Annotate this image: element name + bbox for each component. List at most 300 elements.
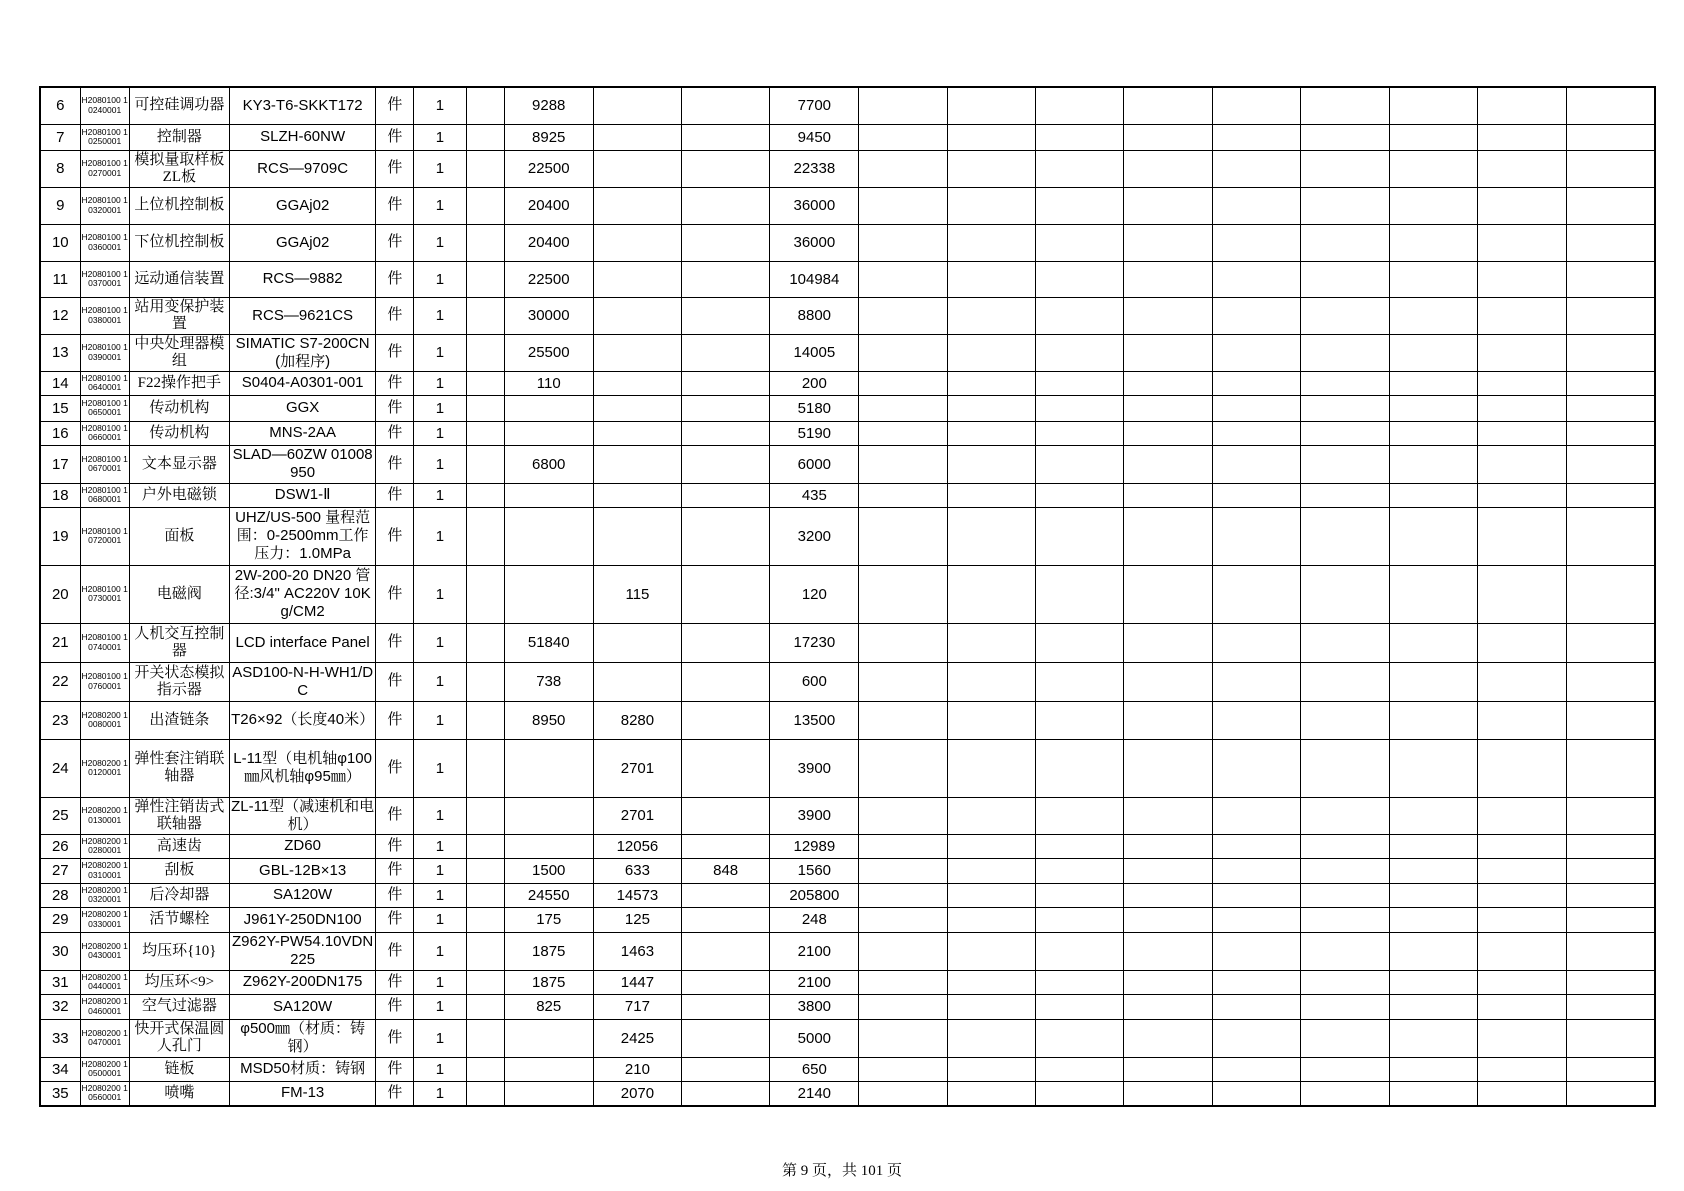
empty-cell [1567,421,1655,445]
empty-cell [1124,445,1213,483]
empty-cell [1301,1081,1389,1106]
empty-cell [859,834,947,858]
empty-cell [1301,224,1389,261]
empty-cell [1301,261,1389,297]
value-cell: 36000 [770,224,859,261]
empty-cell [1035,1081,1123,1106]
item-code: H2080200 10080001 [80,701,129,739]
empty-cell [1477,297,1566,334]
row-number: 24 [40,739,80,797]
value-cell: 2070 [593,1081,681,1106]
empty-cell [1124,395,1213,421]
value-cell [593,297,681,334]
empty-cell [1301,932,1389,970]
empty-cell [1213,834,1301,858]
empty-cell [1477,445,1566,483]
empty-cell [1213,797,1301,834]
item-code: H2080100 10240001 [80,87,129,124]
empty-cell [1567,150,1655,187]
empty-cell [1389,483,1477,507]
value-cell [593,87,681,124]
value-cell: 200 [770,371,859,395]
empty-cell [1213,371,1301,395]
item-spec: LCD interface Panel [229,623,375,662]
item-spec: RCS—9882 [229,261,375,297]
empty-cell [947,883,1035,907]
value-cell [682,1057,770,1081]
empty-cell [1213,150,1301,187]
empty-cell [1477,334,1566,371]
empty-cell [1567,261,1655,297]
empty-cell [1124,150,1213,187]
empty-cell [1301,445,1389,483]
empty-cell [1477,261,1566,297]
empty-cell [1389,124,1477,150]
empty-cell [1124,483,1213,507]
value-cell: 5180 [770,395,859,421]
item-unit: 件 [376,858,414,883]
empty-cell [1567,858,1655,883]
empty-cell [1124,187,1213,224]
item-code: H2080100 10380001 [80,297,129,334]
empty-cell [1389,623,1477,662]
empty-cell [1124,739,1213,797]
empty-cell [947,124,1035,150]
value-cell [682,261,770,297]
empty-cell [859,371,947,395]
item-qty: 1 [414,297,466,334]
empty-cell [1124,994,1213,1019]
value-cell: 104984 [770,261,859,297]
empty-cell [1389,150,1477,187]
value-cell: 22500 [504,150,593,187]
empty-cell [1124,834,1213,858]
value-cell [593,483,681,507]
item-qty: 1 [414,395,466,421]
empty-cell [859,662,947,701]
item-qty: 1 [414,883,466,907]
empty-cell [859,445,947,483]
item-spec: 2W-200-20 DN20 管径:3/4" AC220V 10Kg/CM2 [229,565,375,623]
empty-cell [859,994,947,1019]
empty-cell [1124,421,1213,445]
empty-cell [859,507,947,565]
empty-cell [1213,187,1301,224]
item-qty: 1 [414,662,466,701]
item-code: H2080100 10320001 [80,187,129,224]
empty-cell [1477,932,1566,970]
value-cell [466,1081,504,1106]
empty-cell [1389,261,1477,297]
item-name: 弹性注销齿式联轴器 [129,797,229,834]
value-cell [466,445,504,483]
empty-cell [1389,395,1477,421]
item-qty: 1 [414,150,466,187]
empty-cell [1389,371,1477,395]
empty-cell [1035,623,1123,662]
empty-cell [1477,662,1566,701]
value-cell: 633 [593,858,681,883]
empty-cell [1477,483,1566,507]
value-cell [682,701,770,739]
item-code: H2080100 10740001 [80,623,129,662]
empty-cell [1124,1019,1213,1057]
empty-cell [1477,701,1566,739]
empty-cell [1389,421,1477,445]
empty-cell [1567,970,1655,994]
empty-cell [1213,1081,1301,1106]
empty-cell [1124,701,1213,739]
item-unit: 件 [376,371,414,395]
item-unit: 件 [376,907,414,932]
empty-cell [1035,797,1123,834]
item-unit: 件 [376,1057,414,1081]
value-cell [504,483,593,507]
table-row [40,261,1655,297]
item-unit: 件 [376,970,414,994]
item-qty: 1 [414,970,466,994]
row-number: 22 [40,662,80,701]
value-cell [466,395,504,421]
value-cell [466,970,504,994]
empty-cell [1301,297,1389,334]
value-cell [466,994,504,1019]
empty-cell [1301,565,1389,623]
table-row [40,1019,1655,1057]
row-number: 34 [40,1057,80,1081]
item-code: H2080200 10330001 [80,907,129,932]
empty-cell [1477,395,1566,421]
empty-cell [1035,932,1123,970]
value-cell [682,297,770,334]
empty-cell [947,297,1035,334]
item-name: 均压环{10} [129,932,229,970]
empty-cell [1213,907,1301,932]
item-spec: SIMATIC S7-200CN(加程序) [229,334,375,371]
row-number: 16 [40,421,80,445]
item-code: H2080100 10370001 [80,261,129,297]
value-cell: 1463 [593,932,681,970]
empty-cell [1567,623,1655,662]
empty-cell [1389,907,1477,932]
empty-cell [1301,739,1389,797]
item-name: 站用变保护装置 [129,297,229,334]
empty-cell [947,87,1035,124]
value-cell [466,565,504,623]
empty-cell [1035,483,1123,507]
empty-cell [1213,739,1301,797]
empty-cell [947,858,1035,883]
empty-cell [1213,1019,1301,1057]
value-cell [466,150,504,187]
item-unit: 件 [376,739,414,797]
table-row [40,662,1655,701]
empty-cell [1035,834,1123,858]
item-code: H2080100 10360001 [80,224,129,261]
empty-cell [1567,834,1655,858]
item-spec: SA120W [229,994,375,1019]
empty-cell [947,371,1035,395]
item-spec: MSD50材质：铸钢 [229,1057,375,1081]
item-code: H2080100 10680001 [80,483,129,507]
empty-cell [1389,883,1477,907]
item-code: H2080100 10660001 [80,421,129,445]
item-name: 链板 [129,1057,229,1081]
item-name: 中央处理器模组 [129,334,229,371]
empty-cell [1477,858,1566,883]
empty-cell [859,797,947,834]
table-row [40,970,1655,994]
empty-cell [1213,334,1301,371]
item-unit: 件 [376,261,414,297]
empty-cell [947,739,1035,797]
table-row [40,565,1655,623]
value-cell [466,87,504,124]
item-code: H2080100 10730001 [80,565,129,623]
item-unit: 件 [376,623,414,662]
empty-cell [947,701,1035,739]
empty-cell [1389,701,1477,739]
empty-cell [1567,1057,1655,1081]
value-cell: 14573 [593,883,681,907]
empty-cell [1389,445,1477,483]
value-cell: 210 [593,1057,681,1081]
empty-cell [1124,261,1213,297]
value-cell [466,421,504,445]
empty-cell [1301,150,1389,187]
empty-cell [1567,1019,1655,1057]
table-row [40,334,1655,371]
item-spec: ASD100-N-H-WH1/DC [229,662,375,701]
value-cell: 51840 [504,623,593,662]
empty-cell [1035,261,1123,297]
value-cell [682,507,770,565]
empty-cell [1301,970,1389,994]
value-cell: 1500 [504,858,593,883]
empty-cell [1477,371,1566,395]
empty-cell [1213,445,1301,483]
value-cell [466,858,504,883]
empty-cell [947,150,1035,187]
item-name: F22操作把手 [129,371,229,395]
value-cell [504,1057,593,1081]
value-cell [682,224,770,261]
value-cell [466,297,504,334]
row-number: 26 [40,834,80,858]
item-unit: 件 [376,507,414,565]
item-unit: 件 [376,187,414,224]
empty-cell [1389,662,1477,701]
empty-cell [1213,507,1301,565]
item-code: H2080100 10270001 [80,150,129,187]
empty-cell [859,970,947,994]
item-qty: 1 [414,1057,466,1081]
item-unit: 件 [376,297,414,334]
table-row [40,187,1655,224]
value-cell: 650 [770,1057,859,1081]
item-code: H2080100 10250001 [80,124,129,150]
item-spec: MNS-2AA [229,421,375,445]
table-row [40,1057,1655,1081]
value-cell [466,507,504,565]
empty-cell [1035,395,1123,421]
empty-cell [1301,187,1389,224]
empty-cell [1389,87,1477,124]
empty-cell [859,87,947,124]
empty-cell [1301,124,1389,150]
item-unit: 件 [376,565,414,623]
empty-cell [1389,932,1477,970]
empty-cell [1477,187,1566,224]
value-cell [682,187,770,224]
value-cell [682,623,770,662]
item-unit: 件 [376,395,414,421]
item-qty: 1 [414,932,466,970]
empty-cell [1389,739,1477,797]
item-code: H2080200 10460001 [80,994,129,1019]
item-spec: GGX [229,395,375,421]
item-unit: 件 [376,701,414,739]
item-qty: 1 [414,421,466,445]
value-cell: 248 [770,907,859,932]
row-number: 20 [40,565,80,623]
empty-cell [1389,1019,1477,1057]
empty-cell [1567,371,1655,395]
empty-cell [1213,483,1301,507]
value-cell [504,797,593,834]
empty-cell [947,261,1035,297]
empty-cell [1124,124,1213,150]
value-cell [682,421,770,445]
value-cell: 2701 [593,797,681,834]
item-code: H2080200 10130001 [80,797,129,834]
value-cell [593,371,681,395]
value-cell: 12989 [770,834,859,858]
table-row [40,421,1655,445]
item-name: 快开式保温圆人孔门 [129,1019,229,1057]
empty-cell [1035,371,1123,395]
item-spec: SA120W [229,883,375,907]
value-cell [682,883,770,907]
empty-cell [859,261,947,297]
empty-cell [1124,334,1213,371]
inventory-table [39,86,1656,1107]
empty-cell [1301,858,1389,883]
empty-cell [1389,994,1477,1019]
empty-cell [947,932,1035,970]
empty-cell [1567,334,1655,371]
empty-cell [1389,858,1477,883]
value-cell: 2100 [770,932,859,970]
empty-cell [1301,507,1389,565]
table-row [40,994,1655,1019]
empty-cell [1477,834,1566,858]
empty-cell [1567,739,1655,797]
value-cell [466,187,504,224]
value-cell [682,970,770,994]
value-cell [682,483,770,507]
row-number: 18 [40,483,80,507]
value-cell: 435 [770,483,859,507]
item-name: 均压环<9> [129,970,229,994]
item-name: 传动机构 [129,395,229,421]
item-qty: 1 [414,507,466,565]
value-cell: 8950 [504,701,593,739]
item-code: H2080200 10560001 [80,1081,129,1106]
empty-cell [1477,797,1566,834]
value-cell [682,87,770,124]
value-cell [593,662,681,701]
value-cell [682,834,770,858]
item-code: H2080200 10280001 [80,834,129,858]
value-cell: 717 [593,994,681,1019]
value-cell: 825 [504,994,593,1019]
item-name: 文本显示器 [129,445,229,483]
empty-cell [1124,87,1213,124]
item-name: 户外电磁锁 [129,483,229,507]
item-code: H2080100 10390001 [80,334,129,371]
value-cell [466,1057,504,1081]
item-qty: 1 [414,1081,466,1106]
item-spec: ZL-11型（减速机和电机） [231,797,375,833]
item-code: H2080200 10320001 [80,883,129,907]
row-number: 21 [40,623,80,662]
value-cell: 20400 [504,187,593,224]
empty-cell [947,1019,1035,1057]
empty-cell [1213,261,1301,297]
empty-cell [1124,371,1213,395]
item-spec: FM-13 [229,1081,375,1106]
item-unit: 件 [376,932,414,970]
empty-cell [1035,1019,1123,1057]
value-cell [466,371,504,395]
value-cell [466,1019,504,1057]
value-cell: 6000 [770,445,859,483]
item-code: H2080200 10500001 [80,1057,129,1081]
empty-cell [1213,297,1301,334]
empty-cell [859,224,947,261]
empty-cell [1477,507,1566,565]
empty-cell [859,932,947,970]
value-cell: 22500 [504,261,593,297]
empty-cell [1567,297,1655,334]
item-unit: 件 [376,994,414,1019]
value-cell [682,150,770,187]
value-cell [593,150,681,187]
item-spec: GGAj02 [229,187,375,224]
row-number: 7 [40,124,80,150]
row-number: 17 [40,445,80,483]
table-row [40,395,1655,421]
empty-cell [1477,565,1566,623]
empty-cell [1477,623,1566,662]
empty-cell [1301,907,1389,932]
empty-cell [1567,662,1655,701]
value-cell [682,907,770,932]
item-qty: 1 [414,858,466,883]
item-name: 高速齿 [129,834,229,858]
empty-cell [1035,883,1123,907]
item-name: 下位机控制板 [129,224,229,261]
row-number: 23 [40,701,80,739]
value-cell: 3800 [770,994,859,1019]
value-cell [593,507,681,565]
item-name: 开关状态模拟指示器 [129,662,229,701]
item-code: H2080100 10720001 [80,507,129,565]
value-cell [504,1081,593,1106]
value-cell: 2100 [770,970,859,994]
item-qty: 1 [414,623,466,662]
